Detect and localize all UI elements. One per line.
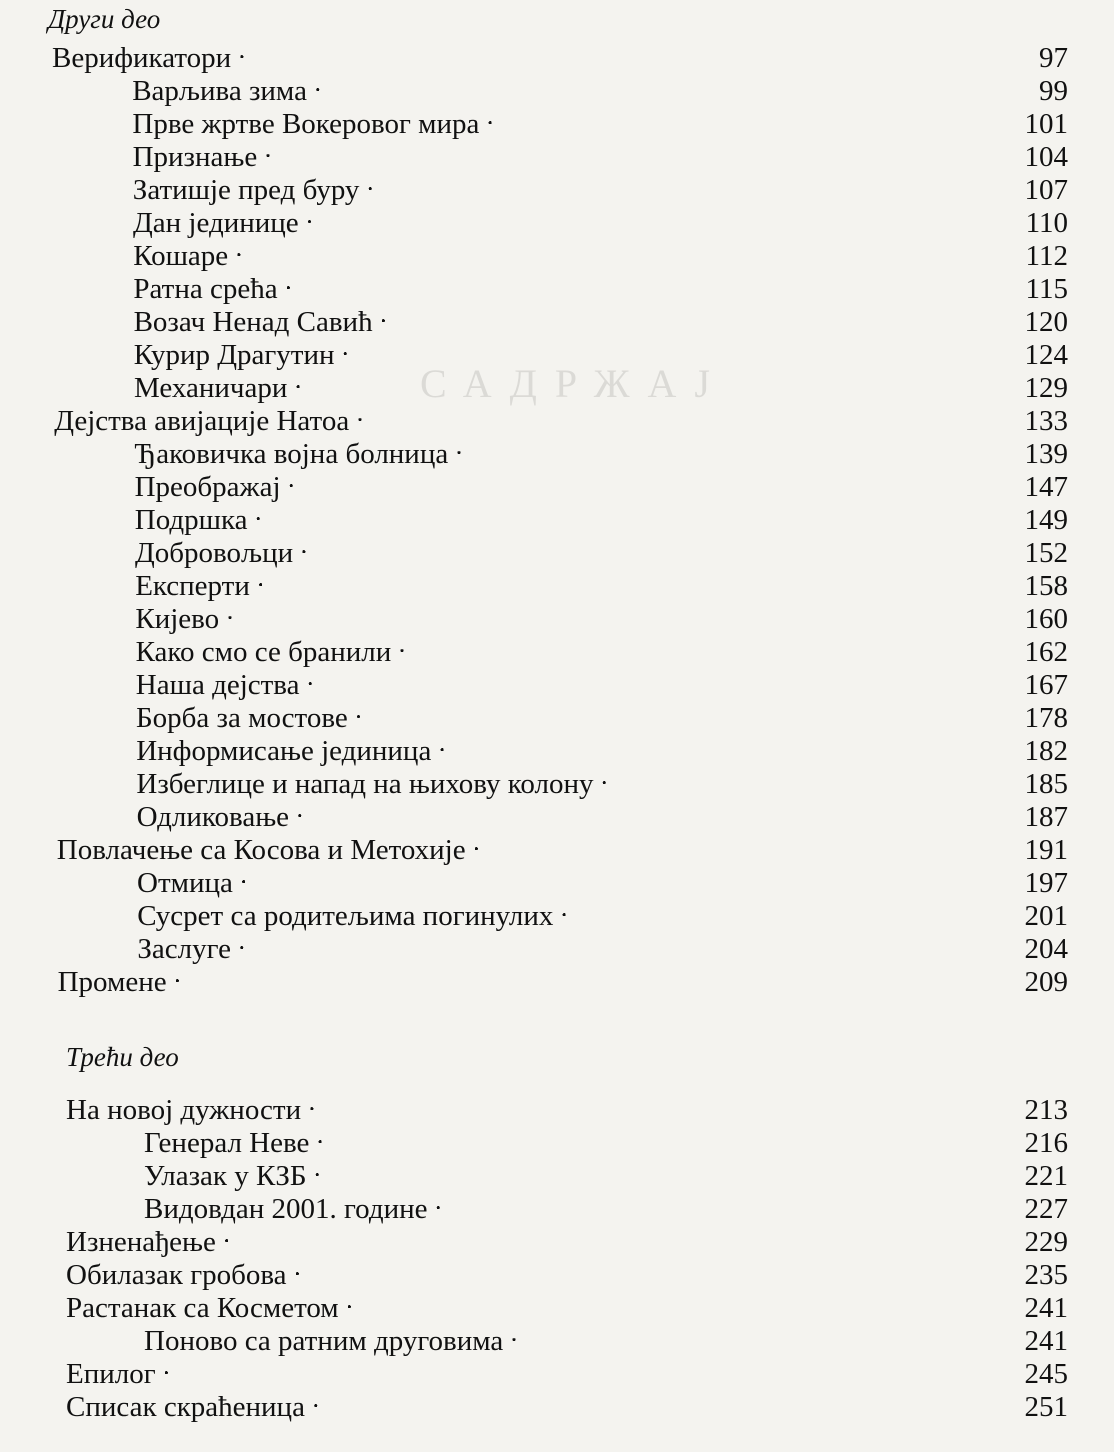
dot-leader [175,958,1021,991]
toc-entry-page: 182 [1024,735,1068,767]
toc-entry-page: 178 [1024,702,1068,734]
dot-leader [313,1383,1021,1416]
dot-leader [343,331,1021,364]
dot-leader [439,727,1020,760]
toc-entry-title: Борба за мостове [136,702,348,734]
toc-entry [132,166,1068,206]
dot-leader [239,34,1035,67]
toc-entry-page: 112 [1025,240,1068,272]
toc-entry-title: Повлачење са Косова и Метохије [56,834,466,866]
toc-entry-title: Подршка [134,504,248,536]
bleed-through-decoration: САДРЖАЈ [420,361,728,406]
toc-entry-page: 213 [1024,1094,1068,1126]
toc-entry-page: 152 [1024,537,1068,569]
dot-leader [315,67,1035,100]
toc-entry-title: Прве жртве Вокеровог мира [132,108,480,140]
toc-entry-title: Улазак у КЗБ [144,1160,307,1192]
toc-entry-page: 101 [1024,108,1068,140]
dot-leader [241,859,1021,892]
toc-entry-title: Наша дејства [135,669,300,701]
dot-leader [295,364,1020,397]
toc-entry [136,793,1068,833]
toc-entry [133,265,1068,305]
toc-entry-title: Изненађење [66,1226,216,1258]
toc-entry-page: 201 [1024,900,1068,932]
toc-entry-page: 139 [1024,438,1068,470]
toc-entry-page: 241 [1024,1292,1068,1324]
dot-leader [381,298,1021,331]
toc-entry-title: Добровољци [135,537,294,569]
dot-leader [307,661,1020,694]
dot-leader [164,1350,1021,1383]
toc-entry-title: Генерал Неве [144,1127,310,1159]
toc-entry-title: Експерти [135,570,250,602]
toc-entry-title: Кијево [135,603,220,635]
toc-entry [66,1383,1068,1423]
toc-entry-title: Курир Драгутин [133,339,335,371]
toc-entry [133,232,1068,272]
toc-entry [132,133,1068,173]
toc-entry [135,595,1068,635]
dot-leader [307,199,1022,232]
toc-entry-title: Признање [132,141,258,173]
toc-entry-page: 110 [1025,207,1068,239]
toc-entry-title: Промене [57,966,167,998]
part-title-3: Трећи део [66,1042,179,1072]
toc-entry-title: Избеглице и напад на њихову колону [136,768,594,800]
toc-entry-title: Списак скраћеница [66,1391,305,1423]
toc-entry-page: 251 [1024,1391,1068,1423]
dot-leader [265,133,1020,166]
toc-entry [136,760,1068,800]
dot-leader [474,826,1021,859]
toc-entry [137,859,1068,899]
toc-entry-title: Ратна срећа [133,273,278,305]
toc-entry-title: Епилог [66,1358,156,1390]
toc-entry-title: Отмица [137,867,233,899]
dot-leader [256,496,1021,529]
toc-entry [57,958,1068,998]
toc-entry [56,826,1068,866]
toc-entry [66,1251,1068,1291]
toc-entry-title: Возач Ненад Савић [133,306,373,338]
dot-leader [289,463,1021,496]
toc-entry-page: 204 [1024,933,1068,965]
toc-entry [133,298,1068,338]
toc-entry-title: Варљива зима [132,75,307,107]
toc-entry [133,331,1068,371]
toc-entry [144,1152,1068,1192]
toc-entry-page: 158 [1024,570,1068,602]
dot-leader [367,166,1020,199]
dot-leader [487,100,1020,133]
toc-entry-page: 209 [1024,966,1068,998]
toc-entry [135,562,1068,602]
toc-entry-title: Механичари [134,372,288,404]
toc-entry-page: 107 [1024,174,1068,206]
toc-entry-page: 147 [1024,471,1068,503]
dot-leader [315,1152,1021,1185]
dot-leader [236,232,1021,265]
toc-entry [136,694,1068,734]
toc-entry-title: Преображај [134,471,281,503]
part-title-2: Други део [48,4,161,34]
dot-leader [456,430,1020,463]
dot-leader [295,1251,1021,1284]
toc-entry-page: 197 [1024,867,1068,899]
toc-entry-title: Растанак са Косметом [66,1292,339,1324]
dot-leader [224,1218,1021,1251]
toc-entry [134,463,1068,503]
toc-entry [134,364,1068,404]
toc-entry [133,199,1068,239]
toc-entry-page: 124 [1024,339,1068,371]
toc-entry-page: 235 [1024,1259,1068,1291]
toc-entry-title: Поново са ратним друговима [144,1325,504,1357]
toc-entry-title: Дан јединице [133,207,299,239]
toc-entry-page: 120 [1024,306,1068,338]
dot-leader [301,529,1020,562]
toc-entry-title: Ђаковичка војна болница [134,438,449,470]
toc-entry [135,661,1068,701]
toc-entry-title: Заслуге [137,933,232,965]
dot-leader [227,595,1020,628]
toc-entry-title: На новој дужности [66,1094,302,1126]
toc-entry-title: Видовдан 2001. године [144,1193,428,1225]
toc-entry [132,100,1068,140]
toc-entry-title: Информисање јединица [136,735,432,767]
toc-entry [134,430,1068,470]
toc-entry-page: 216 [1024,1127,1068,1159]
toc-entry-title: Затишје пред буру [132,174,360,206]
toc-entry-page: 187 [1024,801,1068,833]
toc-entry [144,1185,1068,1225]
toc-entry-page: 229 [1024,1226,1068,1258]
toc-entry [66,1086,1068,1126]
dot-leader [399,628,1020,661]
toc-entry [66,1284,1068,1324]
dot-leader [258,562,1021,595]
toc-entry [134,496,1068,536]
toc-entry-page: 149 [1024,504,1068,536]
toc-entry-page: 160 [1024,603,1068,635]
toc-entry [66,1350,1068,1390]
dot-leader [511,1317,1020,1350]
dot-leader [297,793,1020,826]
toc-entry-page: 97 [1039,42,1068,74]
toc-entry-page: 115 [1025,273,1068,305]
toc-entry [66,1218,1068,1258]
toc-entry-page: 162 [1024,636,1068,668]
toc-entry-page: 133 [1024,405,1068,437]
dot-leader [286,265,1022,298]
toc-entry [144,1119,1068,1159]
dot-leader [436,1185,1021,1218]
dot-leader [347,1284,1021,1317]
toc-entry-title: Дејства авијације Натоа [54,405,350,437]
toc-entry-title: Обилазак гробова [66,1259,287,1291]
toc-entry-page: 227 [1024,1193,1068,1225]
dot-leader [356,694,1021,727]
toc-entry [52,34,1068,74]
toc-entry-page: 245 [1024,1358,1068,1390]
dot-leader [309,1086,1020,1119]
dot-leader [357,397,1020,430]
toc-entry [135,628,1068,668]
toc-entry [132,67,1068,107]
dot-leader [317,1119,1020,1152]
toc-entry-page: 191 [1024,834,1068,866]
toc-entry [136,727,1068,767]
toc-entry-page: 185 [1024,768,1068,800]
dot-leader [561,892,1020,925]
toc-entry-title: Кошаре [133,240,229,272]
dot-leader [601,760,1020,793]
toc-entry-page: 167 [1024,669,1068,701]
toc-entry-page: 241 [1024,1325,1068,1357]
toc-entry-page: 129 [1024,372,1068,404]
toc-entry-title: Одликовање [136,801,290,833]
toc-entry [144,1317,1068,1357]
toc-entry-title: Верификатори [52,42,232,74]
toc-entry [135,529,1068,569]
toc-entry-page: 104 [1024,141,1068,173]
toc-entry-page: 99 [1038,75,1068,107]
dot-leader [239,925,1020,958]
toc-entry [137,892,1068,932]
toc-entry [137,925,1068,965]
toc-entry-page: 221 [1024,1160,1068,1192]
toc-entry [54,397,1068,437]
toc-entry-title: Како смо се бранили [135,636,392,668]
toc-entry-title: Сусрет са родитељима погинулих [137,900,554,932]
